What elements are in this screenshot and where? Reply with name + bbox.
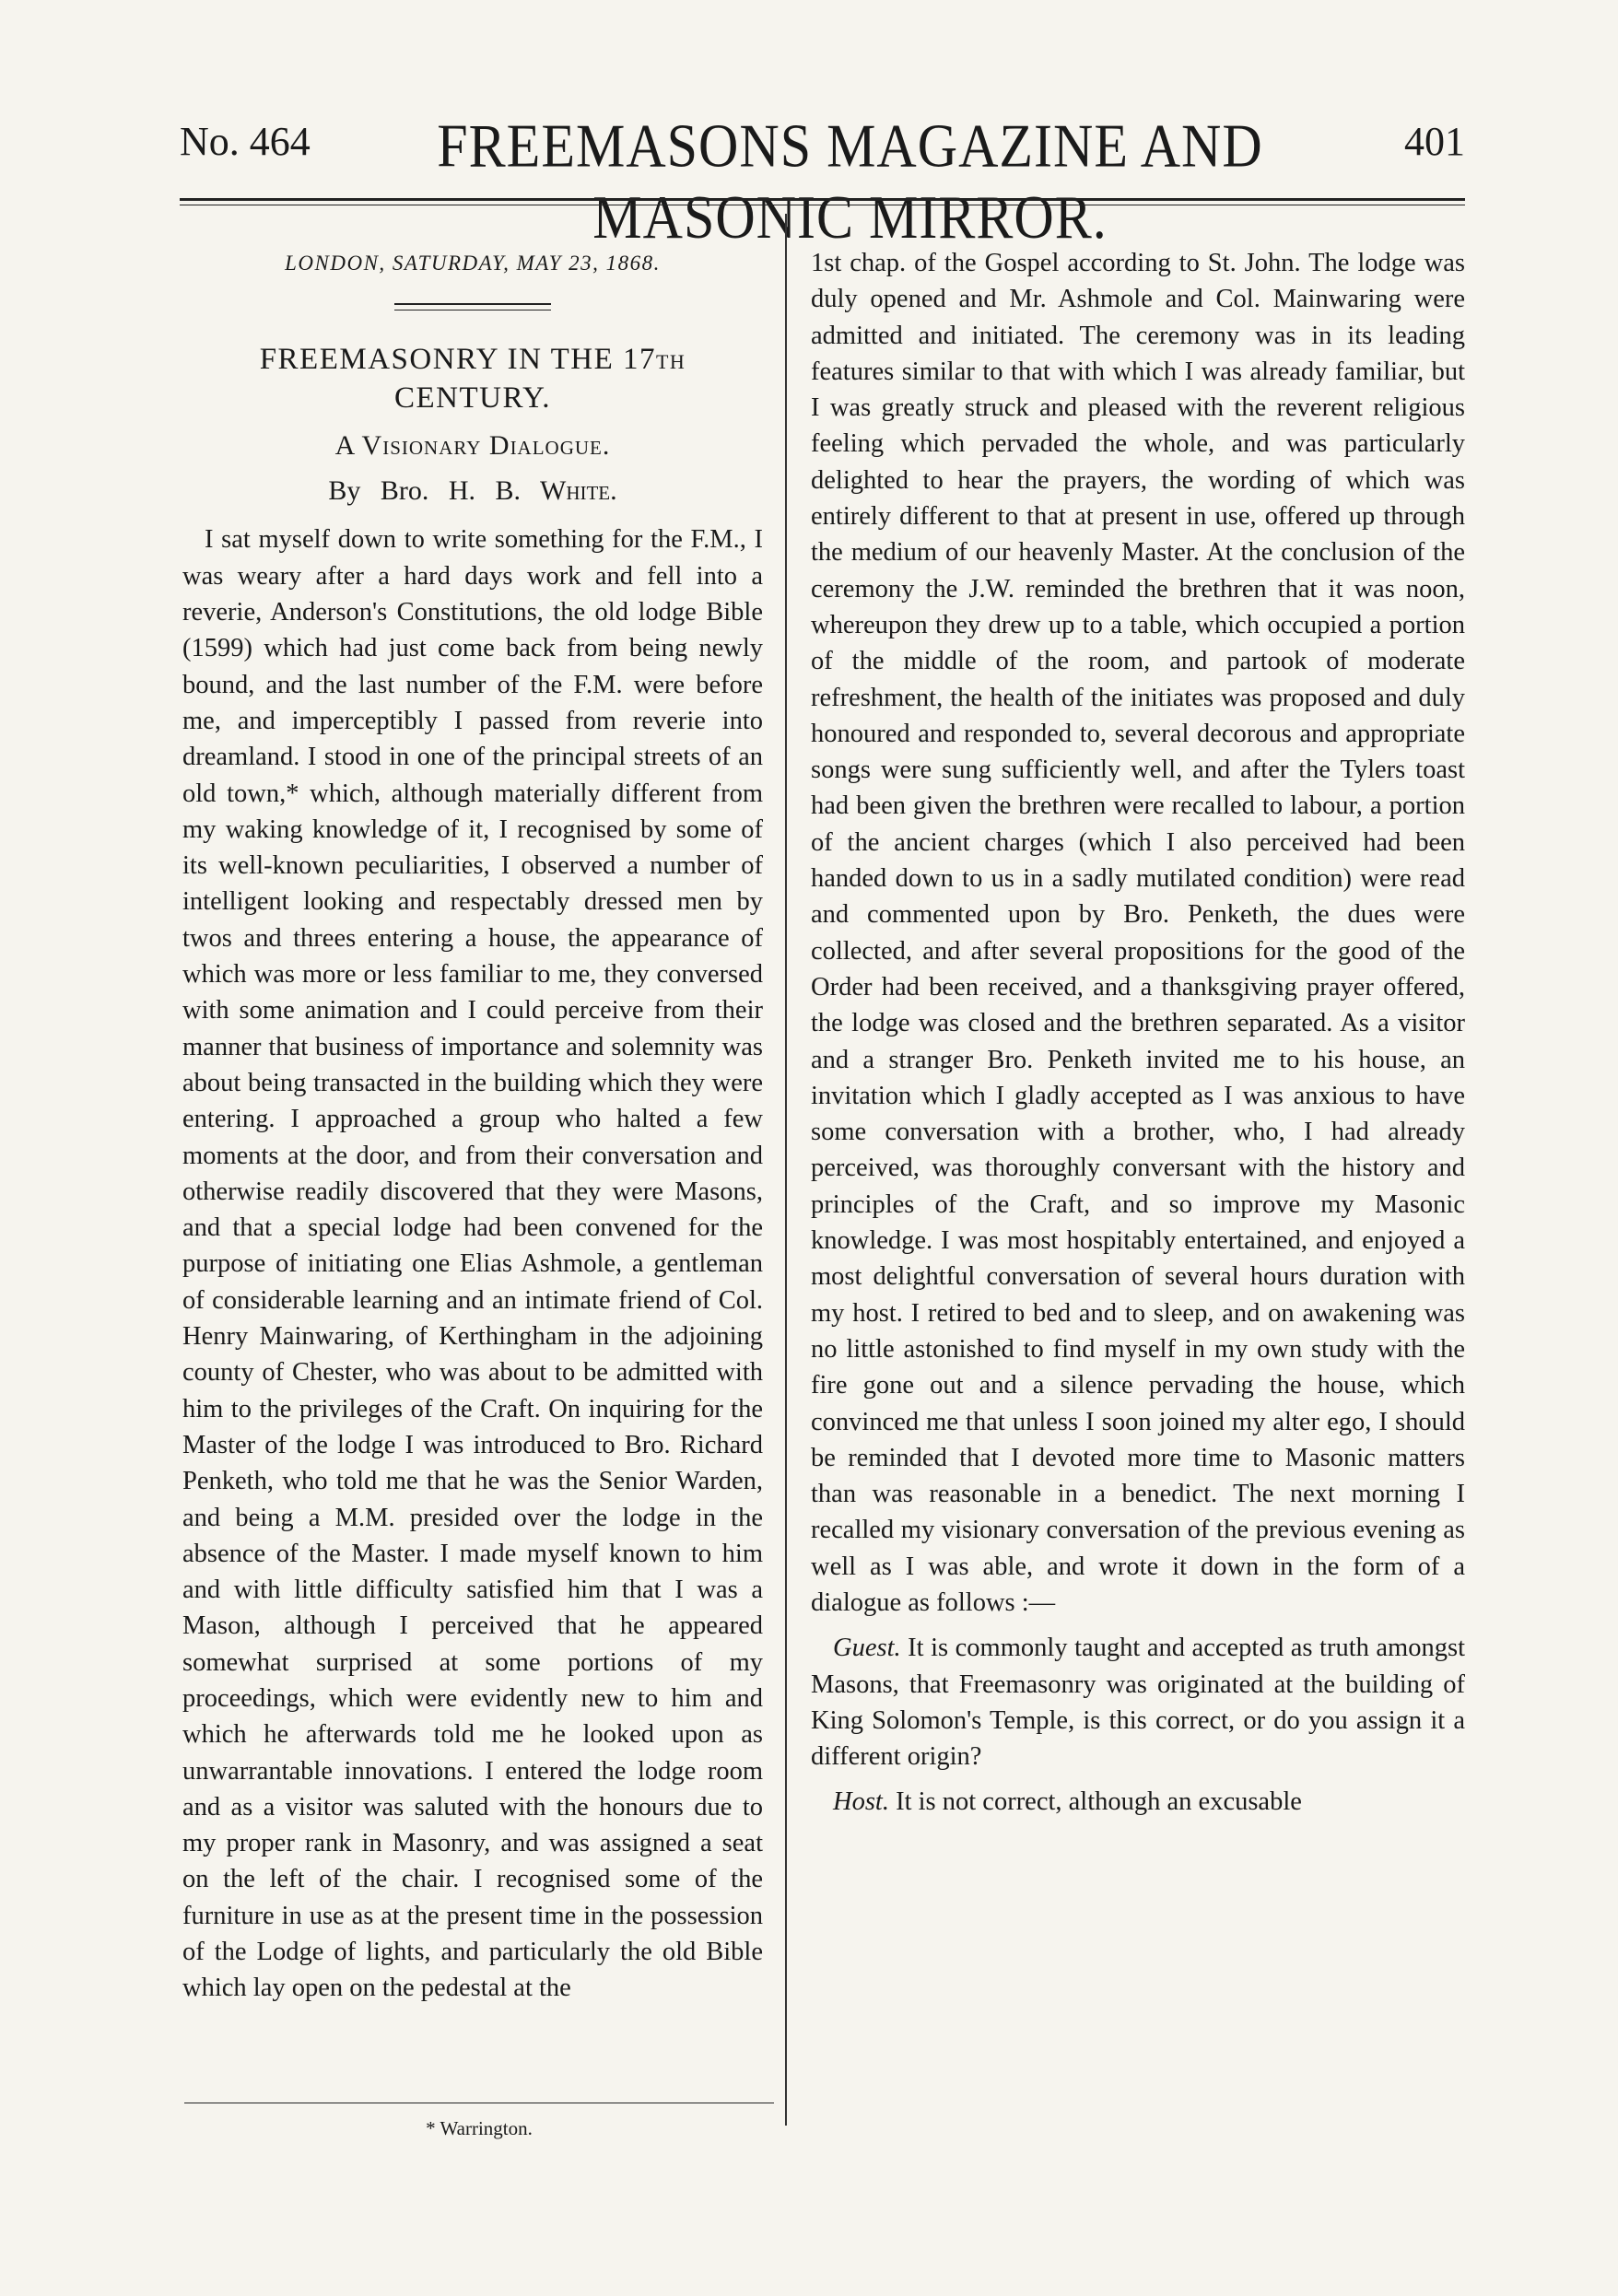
dateline: LONDON, SATURDAY, MAY 23, 1868.	[285, 252, 661, 275]
dateline-rule	[394, 303, 551, 310]
byline-prefix: By Bro.	[328, 475, 429, 507]
issue-number: No. 464	[180, 119, 311, 164]
article-title-main: FREEMASONRY IN THE 17	[259, 343, 656, 377]
column-divider	[785, 214, 787, 2126]
article-paragraph-2: 1st chap. of the Gospel according to St. John. The lodge was duly opened and Mr. Ashmole and Col. Mainwaring were admitted and initiated. The ceremony was in its leading features similar to that with which I was already familiar, but I was greatly struck and pleased with the reverent religious feeling which pervaded the whole, and was particularly delighted to hear the prayers, the wording of which was entirely different to that at present in use, offered up through the medium of our heavenly Master. At the conclusion of the ceremony the J.W. reminded the brethren that it was noon, whereupon they drew up to a table, which occupied a portion of the middle of the room, and partook of moderate refreshment, the health of the initiates was proposed and duly honoured and responded to, several decorous and appropriate songs were sung sufficiently well, and after the Tylers toast had been given the brethren were recalled to labour, a portion of the ancient charges (which I also perceived had been handed down to us in a sadly mutilated condition) were read and commented upon by Bro. Penketh, the dues were collected, and after several propositions for the good of the Order had been received, and a thanksgiving prayer offered, the lodge was closed and the brethren separated. As a visitor and a stranger Bro. Penketh invited me to his house, an invitation which I gladly accepted as I was anxious to have some conversation with a brother, who, I had already perceived, was thoroughly conversant with the history and principles of the Craft, and so improve my Masonic knowledge. I was most hospitably entertained, and enjoyed a most delightful conversation of several hours duration with my host. I retired to bed and to sleep, and on awakening was no little astonished to find myself in my own study with the fire gone out and a silence pervading the house, which convinced me that unless I soon joined my alter ego, I should be reminded that I devoted more time to Masonic matters than was reasonable in a benedict. The next morning I recalled my visionary conversation of the previous evening as well as I was able, and wrote it down in the form of a dialogue as follows :—	[811, 249, 1465, 1617]
article-title-superscript: TH	[655, 350, 686, 374]
article-paragraph-1: I sat myself down to write something for the F.M., I was weary after a hard days work and fell into a reverie, Anderson's Constitutions, the old lodge Bible (1599) which had just come back from being newly bound, and the last number of the F.M. were before me, and imperceptibly I passed from reverie into dreamland. I stood in one of the principal streets of an old town,* which, although materially different from my waking knowledge of it, I recognised by some of its well-known peculiarities, I observed a number of intelligent looking and respectably dressed men by twos and threes entering a house, the appearance of which was more or less familiar to me, they conversed with some animation and I could perceive from their manner that business of importance and solemnity was about being transacted in the building which they were entering. I approached a group who halted a few moments at the door, and from their conversation and otherwise readily discovered that they were Masons, and that a special lodge had been convened for the purpose of initiating one Elias Ashmole, a gentleman of considerable learning and an intimate friend of Col. Henry Mainwaring, of Kerthingham in the adjoining county of Chester, who was about to be admitted with him to the privileges of the Craft. On inquiring for the Master of the lodge I was introduced to Bro. Richard Penketh, who told me that he was the Senior Warden, and being a M.M. presided over the lodge in the absence of the Master. I made myself known to him and with little difficulty satisfied him that I was a Mason, although I perceived that he appeared somewhat surprised at some portions of my proceedings, which were evidently new to him and which he afterwards told me he looked upon as unwarrantable innovations. I entered the lodge room and as a visitor was saluted with the honours due to my proper rank in Masonry, and was assigned a seat on the left of the chair. I recognised some of the furniture in use as at the present time in the possession of the Lodge of lights, and particularly the old Bible which lay open on the pedestal at the	[182, 525, 763, 2003]
left-column	[182, 221, 763, 2007]
dialogue-guest	[811, 1630, 1465, 1775]
article-subtitle: A Visionary Dialogue.	[334, 429, 611, 461]
article-byline	[182, 473, 763, 509]
byline-name: H. B. White.	[448, 475, 617, 507]
page-number: 401	[1404, 119, 1465, 164]
article-title	[182, 342, 763, 416]
publication-title: FREEMASONS MAGAZINE AND MASONIC MIRROR.	[437, 111, 1263, 252]
right-column	[811, 221, 1465, 1821]
masthead-rule-thick	[180, 198, 1465, 201]
speaker-guest: Guest.	[833, 1634, 901, 1663]
speaker-host: Host.	[833, 1787, 889, 1817]
article-title-end: CENTURY.	[393, 381, 551, 415]
masthead	[180, 111, 1465, 252]
guest-text: It is commonly taught and accepted as truth amongst Masons, that Freemasonry was originated at the building of King Solomon's Temple, is this correct, or do you assign it a different origin?	[811, 1634, 1465, 1772]
host-text: It is not correct, although an excusable	[888, 1787, 1302, 1817]
footnote: * Warrington.	[426, 2117, 533, 2139]
dialogue-host	[811, 1784, 1465, 1820]
